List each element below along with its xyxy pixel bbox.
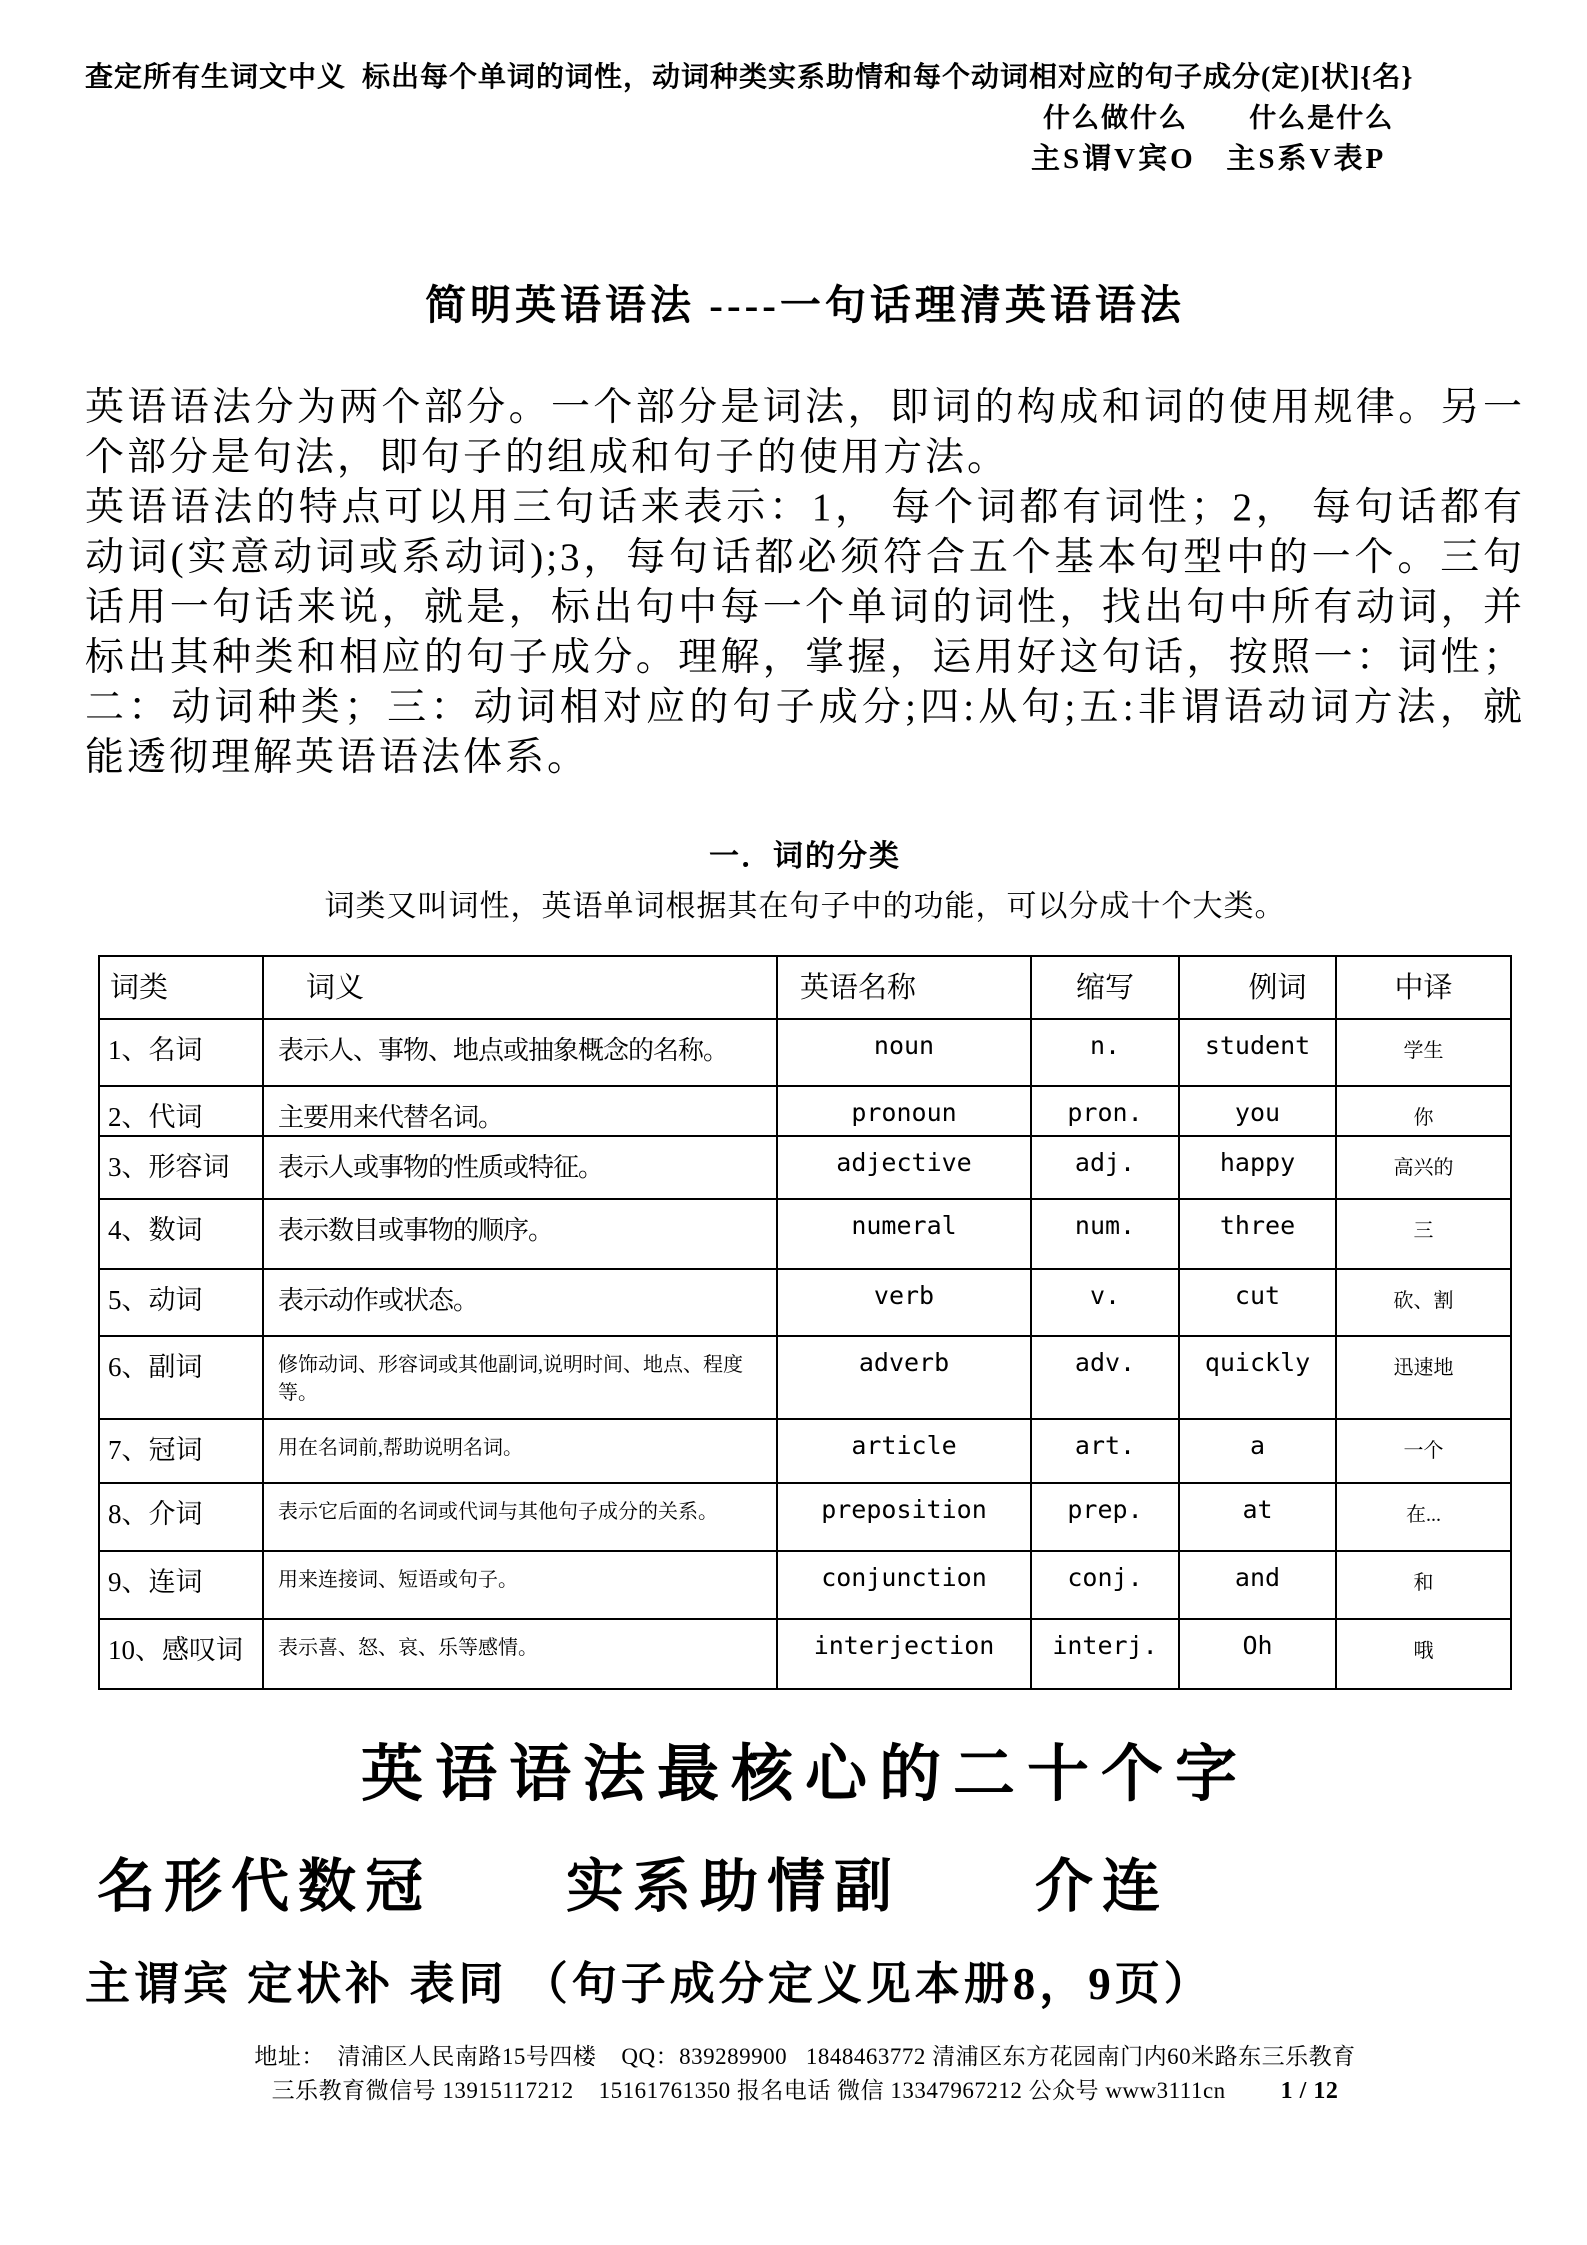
cell-english: interjection [777, 1619, 1031, 1689]
cell-abbr: adj. [1031, 1136, 1179, 1199]
cell-abbr: pron. [1031, 1086, 1179, 1136]
cell-meaning: 表示喜、怒、哀、乐等感情。 [263, 1619, 777, 1689]
table-row [99, 1619, 1511, 1689]
table-row [99, 1086, 1511, 1136]
cell-meaning: 表示人或事物的性质或特征。 [263, 1136, 777, 1199]
cell-abbr: art. [1031, 1419, 1179, 1483]
cell-category: 10、感叹词 [99, 1619, 263, 1689]
cell-english: adjective [777, 1136, 1031, 1199]
cell-meaning: 用在名词前,帮助说明名词。 [263, 1419, 777, 1483]
annotation-line-3: 主S谓V宾O 主S系V表P [1031, 143, 1387, 175]
parts-of-speech-table [98, 955, 1512, 1690]
table-row [99, 1483, 1511, 1551]
cell-translation: 和 [1336, 1551, 1511, 1619]
table-row [99, 1269, 1511, 1336]
annotation-line-1: 查定所有生词文中义 标出每个单词的词性，动词种类实系助情和每个动词相对应的句子成分(定)[状]{名} [85, 62, 1414, 93]
section-subtitle: 词类又叫词性，英语单词根据其在句子中的功能，可以分成十个大类。 [324, 890, 1286, 923]
table-row [99, 1419, 1511, 1483]
cell-english: adverb [777, 1336, 1031, 1419]
section-heading: 一．词的分类 [709, 840, 901, 873]
cell-english: numeral [777, 1199, 1031, 1269]
intro-section [85, 383, 1525, 783]
core-twenty-chars-line: 名形代数冠 实系助情副 介连 [97, 1854, 1170, 1919]
cell-example: cut [1179, 1269, 1336, 1336]
cell-meaning: 表示数目或事物的顺序。 [263, 1199, 777, 1269]
header-abbr: 缩写 [1031, 956, 1179, 1019]
cell-translation: 砍、割 [1336, 1269, 1511, 1336]
annotation-line-2: 什么做什么 什么是什么 [1043, 103, 1395, 133]
cell-category: 2、代词 [99, 1086, 263, 1136]
cell-translation: 在... [1336, 1483, 1511, 1551]
cell-category: 8、介词 [99, 1483, 263, 1551]
cell-translation: 哦 [1336, 1619, 1511, 1689]
cell-translation: 高兴的 [1336, 1136, 1511, 1199]
cell-english: noun [777, 1019, 1031, 1086]
footer-contact-line [85, 2074, 1525, 2108]
cell-example: you [1179, 1086, 1336, 1136]
intro-paragraph-2: 英语语法的特点可以用三句话来表示：1， 每个词都有词性；2， 每句话都有动词(实意动词或系动词);3，每句话都必须符合五个基本句型中的一个。三句话用一句话来说，就是，标出句中每一个单词的词性，找出句中所有动词，并标出其种类和相应的句子成分。理解，掌握，运用好这句话，按照一：词性；二：动词种类；三：动词相对应的句子成分;四:从句;五:非谓语动词方法，就能透彻理解英语语法体系。 [85, 486, 1525, 779]
cell-category: 6、副词 [99, 1336, 263, 1419]
cell-category: 1、名词 [99, 1019, 263, 1086]
cell-english: conjunction [777, 1551, 1031, 1619]
page-title: 简明英语语法 ----一句话理清英语语法 [425, 282, 1185, 328]
cell-category: 9、连词 [99, 1551, 263, 1619]
cell-example: at [1179, 1483, 1336, 1551]
header-english: 英语名称 [777, 956, 1031, 1019]
page-number: 1 / 12 [1280, 2078, 1339, 2104]
cell-example: student [1179, 1019, 1336, 1086]
cell-meaning: 用来连接词、短语或句子。 [263, 1551, 777, 1619]
cell-meaning: 表示它后面的名词或代词与其他句子成分的关系。 [263, 1483, 777, 1551]
cell-abbr: prep. [1031, 1483, 1179, 1551]
cell-example: quickly [1179, 1336, 1336, 1419]
cell-english: verb [777, 1269, 1031, 1336]
sentence-elements-line: 主谓宾 定状补 表同 （句子成分定义见本册8，9页） [85, 1959, 1213, 2009]
header-category: 词类 [99, 956, 263, 1019]
cell-english: preposition [777, 1483, 1031, 1551]
cell-example: happy [1179, 1136, 1336, 1199]
cell-meaning: 主要用来代替名词。 [263, 1086, 777, 1136]
cell-meaning: 表示动作或状态。 [263, 1269, 777, 1336]
cell-abbr: n. [1031, 1019, 1179, 1086]
header-example: 例词 [1179, 956, 1336, 1019]
table-row [99, 1136, 1511, 1199]
page-footer [85, 2040, 1525, 2108]
cell-translation: 一个 [1336, 1419, 1511, 1483]
cell-abbr: v. [1031, 1269, 1179, 1336]
cell-example: and [1179, 1551, 1336, 1619]
cell-translation: 迅速地 [1336, 1336, 1511, 1419]
core-twenty-chars-title: 英语语法最核心的二十个字 [360, 1741, 1249, 1809]
cell-abbr: interj. [1031, 1619, 1179, 1689]
cell-example: three [1179, 1199, 1336, 1269]
cell-category: 3、形容词 [99, 1136, 263, 1199]
table-row [99, 1336, 1511, 1419]
header-meaning: 词义 [263, 956, 777, 1019]
header-translation: 中译 [1336, 956, 1511, 1019]
cell-abbr: num. [1031, 1199, 1179, 1269]
cell-translation: 你 [1336, 1086, 1511, 1136]
table-row [99, 1199, 1511, 1269]
cell-translation: 三 [1336, 1199, 1511, 1269]
table-row [99, 1551, 1511, 1619]
cell-abbr: conj. [1031, 1551, 1179, 1619]
table-row [99, 1019, 1511, 1086]
cell-meaning: 表示人、事物、地点或抽象概念的名称。 [263, 1019, 777, 1086]
cell-translation: 学生 [1336, 1019, 1511, 1086]
cell-category: 7、冠词 [99, 1419, 263, 1483]
table-header-row [99, 956, 1511, 1019]
cell-english: pronoun [777, 1086, 1031, 1136]
top-annotation [85, 58, 1525, 180]
cell-category: 4、数词 [99, 1199, 263, 1269]
footer-contact-text: 三乐教育微信号 13915117212 15161761350 报名电话 微信 13347967212 公众号 www3111cn [271, 2078, 1226, 2103]
cell-example: a [1179, 1419, 1336, 1483]
cell-english: article [777, 1419, 1031, 1483]
footer-address-line: 地址： 清浦区人民南路15号四楼 QQ：839289900 1848463772 清浦区东方花园南门内60米路东三乐教育 [254, 2044, 1356, 2069]
intro-paragraph-1: 英语语法分为两个部分。一个部分是词法，即词的构成和词的使用规律。另一个部分是句法，即句子的组成和句子的使用方法。 [85, 386, 1525, 479]
cell-abbr: adv. [1031, 1336, 1179, 1419]
cell-meaning: 修饰动词、形容词或其他副词,说明时间、地点、程度等。 [263, 1336, 777, 1419]
cell-example: Oh [1179, 1619, 1336, 1689]
cell-category: 5、动词 [99, 1269, 263, 1336]
